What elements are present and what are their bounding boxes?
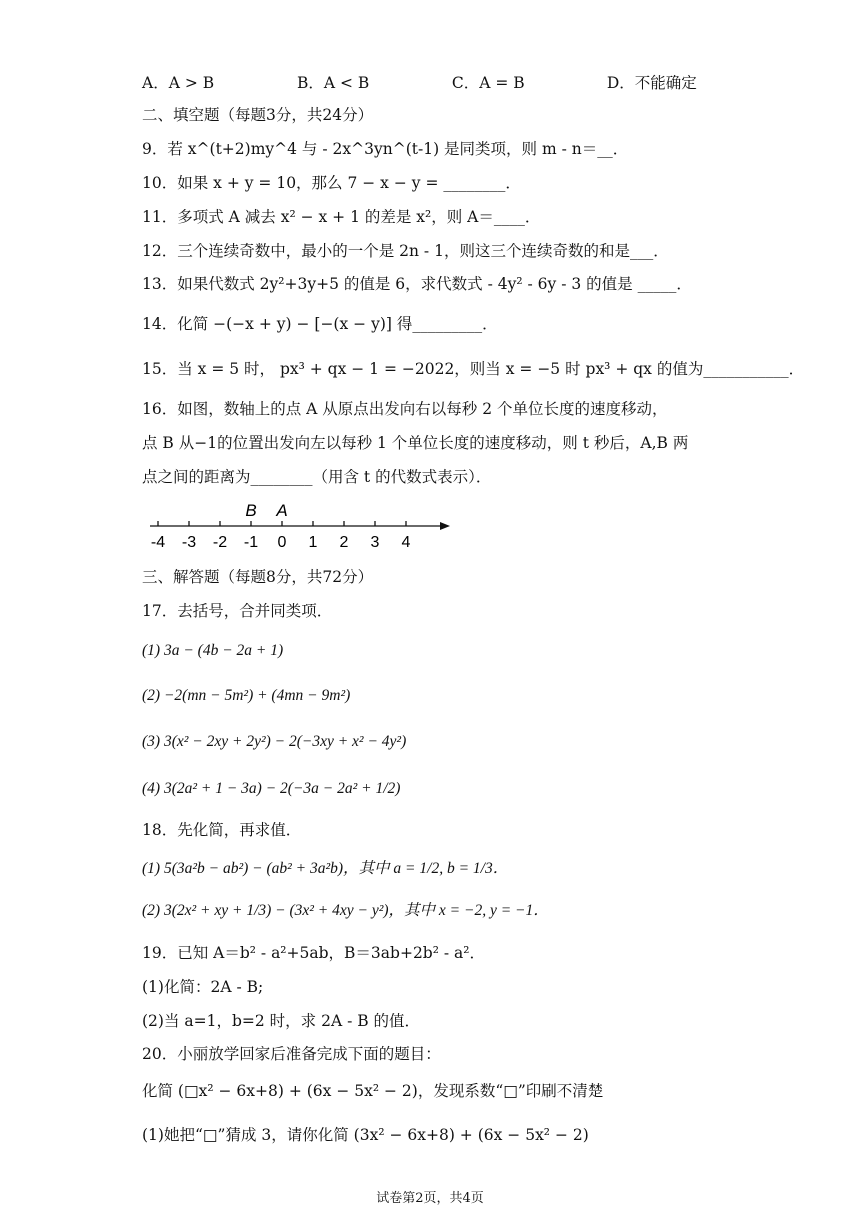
option-b: B．A < B bbox=[296, 74, 370, 92]
question-20-text: 化简 (□x² − 6x+8) + (6x − 5x² − 2)，发现系数“□”印刷不清楚 bbox=[142, 1082, 604, 1100]
point-a-label: A bbox=[276, 501, 288, 520]
question-20: 20．小丽放学回家后准备完成下面的题目： bbox=[142, 1045, 441, 1063]
question-19: 19．已知 A＝b² - a²+5ab，B＝3ab+2b² - a²． bbox=[142, 944, 485, 962]
question-13: 13．如果代数式 2y²+3y+5 的值是 6，求代数式 - 4y² - 6y - 3 的值是 _____． bbox=[142, 275, 692, 293]
question-14: 14．化简 −(−x + y) − [−(x − y)] 得_________． bbox=[142, 315, 498, 333]
option-c: C．A = B bbox=[451, 74, 525, 92]
question-16-line3: 点之间的距离为________（用含 t 的代数式表示）． bbox=[142, 468, 492, 486]
question-16-line1: 16．如图，数轴上的点 A 从原点出发向右以每秒 2 个单位长度的速度移动， bbox=[142, 400, 668, 418]
tick-label: -4 bbox=[150, 534, 166, 551]
page-footer: 试卷第2页，共4页 bbox=[376, 1191, 484, 1206]
question-16-line2: 点 B 从−1的位置出发向左以每秒 1 个单位长度的速度移动，则 t 秒后，A,B 两 bbox=[142, 434, 689, 452]
tick-label: -1 bbox=[243, 534, 259, 551]
question-20-part1: (1)她把“□”猜成 3，请你化简 (3x² − 6x+8) + (6x − 5x² − 2) bbox=[142, 1126, 589, 1144]
option-a: A．A > B bbox=[142, 74, 215, 92]
section2-title: 二、填空题（每题3分，共24分） bbox=[142, 106, 374, 124]
question-10: 10．如果 x + y = 10，那么 7 − x − y = ________． bbox=[142, 174, 521, 192]
question-17-part2: (2) −2(mn − 5m²) + (4mn − 9m²) bbox=[142, 687, 351, 704]
question-19-part1: (1)化简：2A - B; bbox=[142, 978, 264, 996]
point-b-label: B bbox=[245, 501, 257, 520]
question-18: 18．先化简，再求值． bbox=[142, 821, 302, 839]
question-11: 11．多项式 A 减去 x² − x + 1 的差是 x²，则 A＝____． bbox=[142, 208, 541, 226]
question-17-part3: (3) 3(x² − 2xy + 2y²) − 2(−3xy + x² − 4y²) bbox=[142, 733, 407, 750]
tick-label: 2 bbox=[339, 534, 349, 551]
option-d: D．不能确定 bbox=[606, 74, 697, 92]
question-18-part1: (1) 5(3a²b − ab²) − (ab² + 3a²b)，其中 a = 1/2, b = 1/3． bbox=[142, 860, 509, 877]
tick-label: 3 bbox=[370, 534, 380, 551]
question-17: 17．去括号，合并同类项． bbox=[142, 602, 333, 620]
question-12: 12．三个连续奇数中，最小的一个是 2n - 1，则这三个连续奇数的和是___． bbox=[142, 242, 669, 260]
tick-label: 1 bbox=[308, 534, 318, 551]
number-line-arrowhead bbox=[440, 522, 450, 530]
section3-title: 三、解答题（每题8分，共72分） bbox=[142, 568, 374, 586]
tick-label: 4 bbox=[401, 534, 411, 551]
question-9: 9．若 x^(t+2)my^4 与 - 2x^3yn^(t-1) 是同类项，则 m - n＝__． bbox=[142, 140, 629, 158]
tick-label: 0 bbox=[277, 534, 287, 551]
number-line-figure bbox=[140, 500, 460, 555]
options-row bbox=[142, 72, 697, 94]
question-17-part1: (1) 3a − (4b − 2a + 1) bbox=[142, 642, 284, 659]
tick-label: -3 bbox=[181, 534, 197, 551]
question-15: 15．当 x = 5 时， px³ + qx − 1 = −2022，则当 x = −5 时 px³ + qx 的值为___________． bbox=[142, 360, 805, 378]
tick-label: -2 bbox=[212, 534, 228, 551]
question-17-part4: (4) 3(2a² + 1 − 3a) − 2(−3a − 2a² + 1/2) bbox=[142, 780, 401, 797]
question-18-part2: (2) 3(2x² + xy + 1/3) − (3x² + 4xy − y²)，其中 x = −2, y = −1． bbox=[142, 902, 549, 919]
question-19-part2: (2)当 a=1，b=2 时，求 2A - B 的值． bbox=[142, 1012, 421, 1030]
